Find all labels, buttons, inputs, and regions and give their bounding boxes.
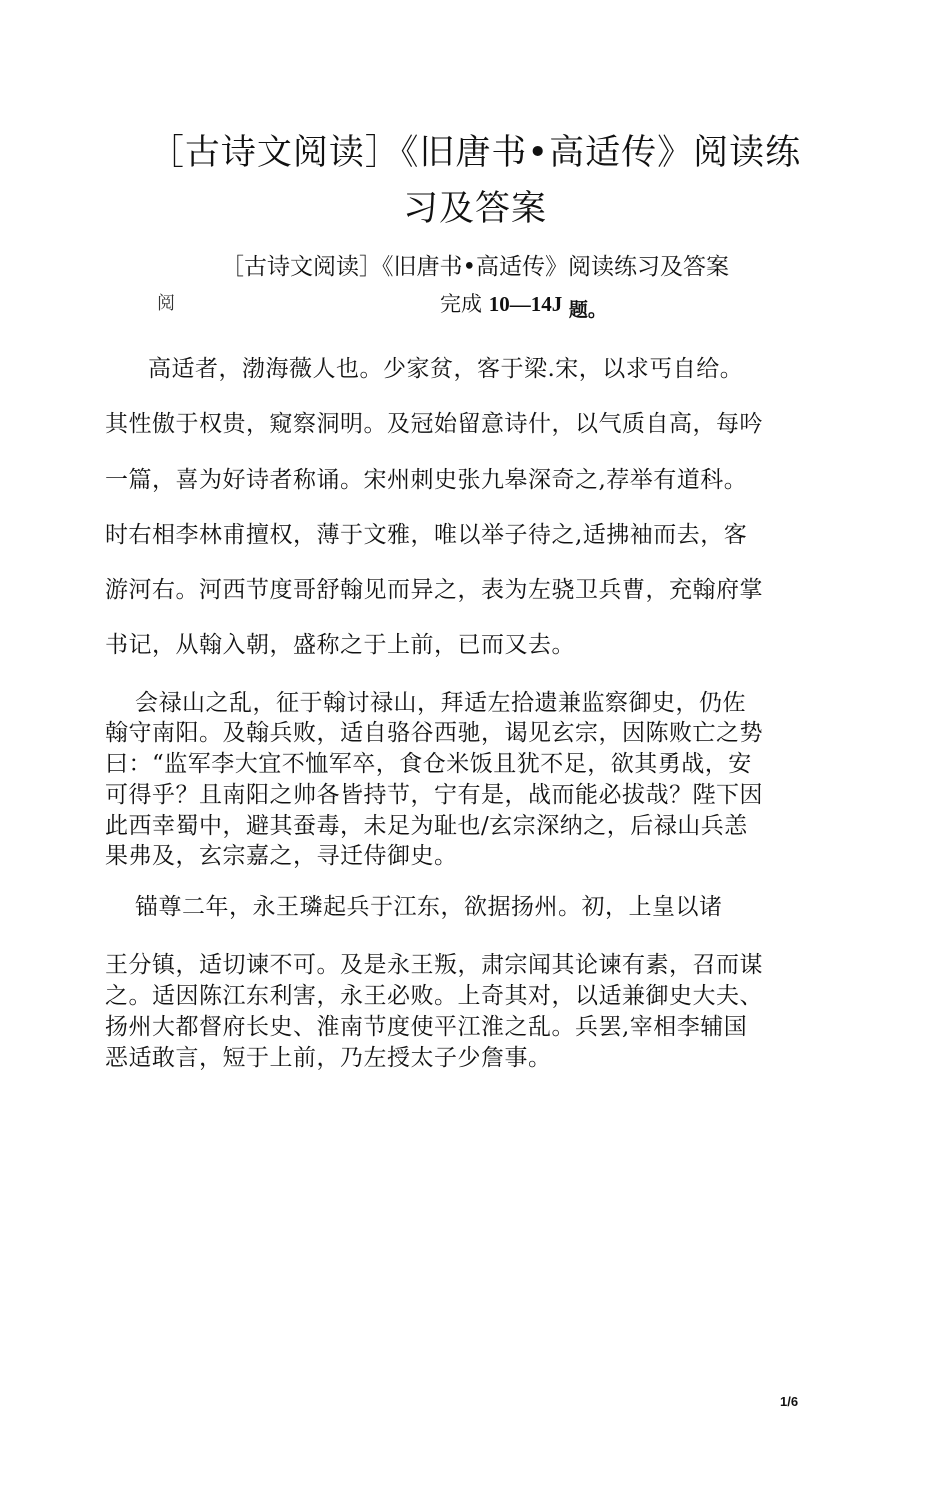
instruction-range: 10—14J [488, 292, 563, 316]
body-line: 书记，从翰入朝，盛称之于上前，已而又去。 [105, 632, 575, 658]
body-line: 此西幸蜀中，避其蚕毒，未足为耻也/玄宗深纳之，后禄山兵恙 [105, 813, 748, 839]
body-line: 高适者，渤海薇人也。少家贫，客于梁.宋，以求丐自给。 [148, 356, 744, 382]
body-line: 扬州大都督府长史、淮南节度使平江淮之乱。兵罢,宰相李辅国 [105, 1014, 748, 1040]
body-line: 一篇，喜为好诗者称诵。宋州刺史张九皋深奇之,荐举有道科。 [105, 467, 748, 493]
body-line: 果弗及，玄宗嘉之，寻迁侍御史。 [105, 843, 458, 869]
body-line: 可得乎？且南阳之帅各皆持节，宁有是，战而能必拔哉？陛下因 [105, 782, 763, 808]
instruction-line [440, 288, 607, 321]
body-line: 恶适敢言，短于上前，乃左授太子少詹事。 [105, 1045, 552, 1071]
body-line: 游河右。河西节度哥舒翰见而异之，表为左骁卫兵曹，充翰府掌 [105, 577, 763, 603]
body-line: 锚尊二年，永王璘起兵于江东，欲据扬州。初，上皇以诸 [135, 894, 723, 920]
instruction-fragment: 阅 [157, 293, 175, 314]
body-line: 翰守南阳。及翰兵败，适自骆谷西驰，谒见玄宗，因陈败亡之势 [105, 720, 763, 746]
body-line: 时右相李林甫擅权，薄于文雅，唯以举子待之,适拂袖而去，客 [105, 522, 748, 548]
instruction-suffix: 题。 [568, 299, 607, 321]
document-title-line-1: ［古诗文阅读］《旧唐书•高适传》阅读练 [148, 133, 802, 173]
document-subtitle: ［古诗文阅读］《旧唐书•高适传》阅读练习及答案 [220, 254, 730, 280]
body-line: 曰：“监军李大宜不恤军卒，食仓米饭且犹不足，欲其勇战，安 [105, 751, 752, 777]
body-line: 之。适因陈江东利害，永王必败。上奇其对，以适兼御史大夫、 [105, 983, 763, 1009]
body-line: 会禄山之乱，征于翰讨禄山，拜适左拾遗兼监察御史，仍佐 [135, 690, 746, 716]
document-title-line-2: 习及答案 [402, 189, 547, 229]
body-line: 王分镇，适切谏不可。及是永王叛，肃宗闻其论谏有素，召而谋 [105, 952, 763, 978]
body-line: 其性傲于权贵，窥察洞明。及冠始留意诗什，以气质自高，每吟 [105, 411, 763, 437]
instruction-prefix: 完成 [440, 292, 482, 316]
page-number: 1/6 [780, 1394, 799, 1409]
